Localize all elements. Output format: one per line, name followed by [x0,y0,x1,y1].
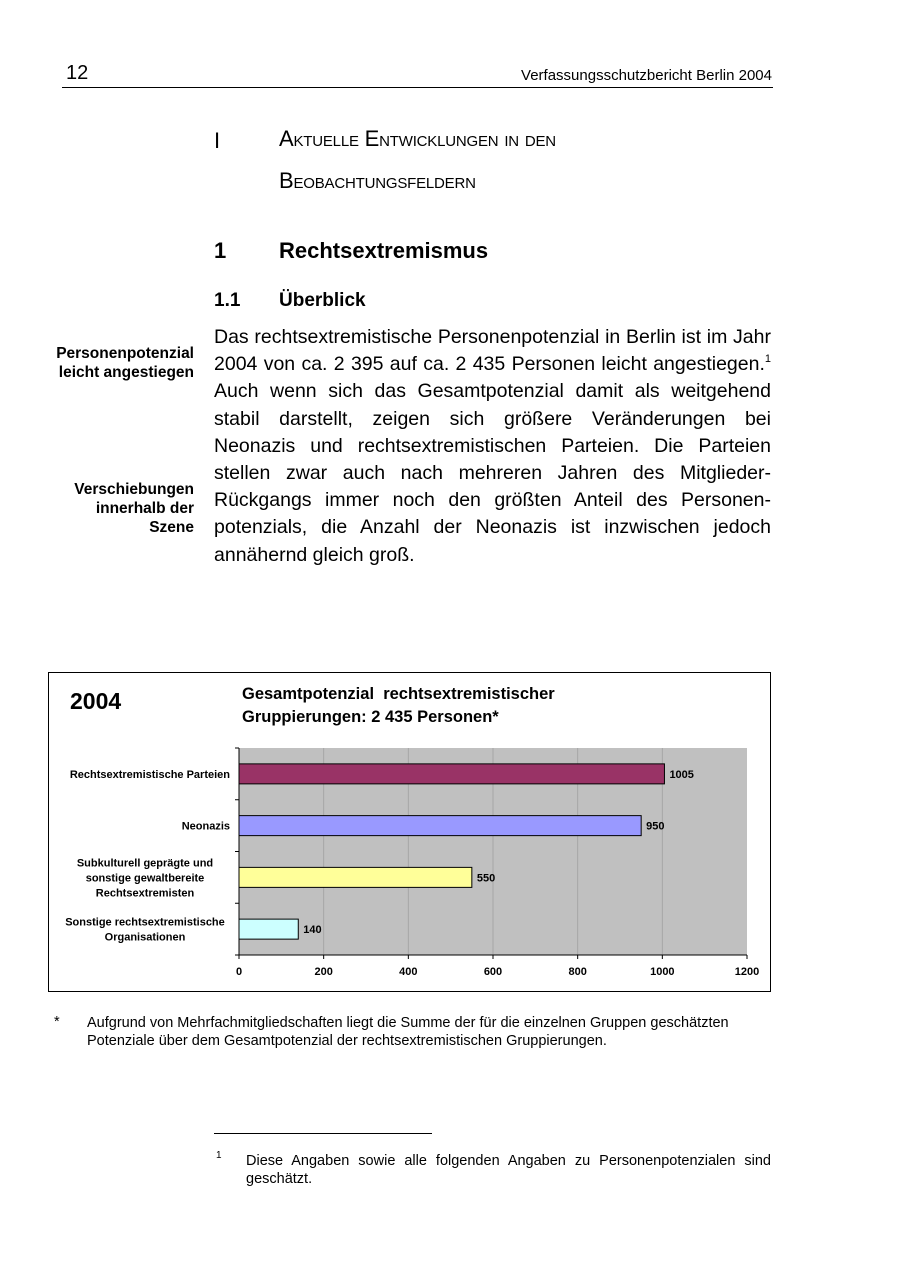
category-label: Subkulturell geprägte und [76,857,214,870]
bar [239,816,641,836]
chapter-number: I [214,128,221,153]
data-label: 550 [476,872,496,885]
asterisk-mark: * [54,1014,60,1030]
category-label: sonstige gewaltbereite [85,872,205,885]
category-label: Organisationen [104,931,186,944]
subsection-number: 1.1 [214,290,241,311]
category-label: Neonazis [181,820,230,833]
section-title: Rechtsextremismus [279,238,489,263]
bar [239,764,664,784]
category-label: Rechtsextremisten [95,887,195,900]
footnote-reference[interactable]: 1 [764,353,771,366]
bar [239,867,472,887]
x-tick-label: 1000 [650,966,675,978]
footnote-number: 1 [216,1150,222,1161]
asterisk-note: Aufgrund von Mehrfachmitgliedschaften liegt die Summe der für die einzelnen Gruppen geschätzten Potenziale über dem Gesamtpotenzial der rechtsextremistischen Gruppierungen. [87,1015,729,1049]
x-tick-label: 800 [568,966,587,978]
body-text-part1: Das rechtsextremistische Personenpotenzial in Berlin ist im Jahr 2004 von ca. 2 395 auf ca. 2 435 Personen leicht angestiegen. [214,326,771,376]
margin-note-personenpotenzial: Personenpotenzial leicht angestiegen [56,345,194,381]
footnote-text: Diese Angaben sowie alle folgenden Angaben zu Personenpotenzialen sind geschätzt. [246,1153,771,1187]
chart-title-line2: Gruppierungen: 2 435 Personen* [242,708,499,726]
data-label: 950 [646,820,665,833]
category-label: Rechtsextremistische Parteien [69,768,230,781]
chapter-title-line2: Beobachtungsfeldern [279,168,476,193]
section-number: 1 [214,238,227,263]
chart-year: 2004 [70,688,122,714]
chapter-title-line1: Aktuelle Entwicklungen in den [279,126,556,151]
page-number: 12 [66,62,89,84]
x-tick-label: 0 [235,966,243,978]
x-tick-label: 1200 [734,966,760,978]
subsection-title: Überblick [279,290,366,311]
x-tick-label: 600 [483,966,503,978]
data-label: 1005 [669,768,694,781]
body-text-part2: Auch wenn sich das Gesamtpotenzial damit als weitgehend stabil darstellt, zeigen sich größere Veränderungen bei Neonazis und rechtsextremistischen Parteien. Die Parteien stellen zwar auch nach mehreren Jahren des Mitglieder-Rückgangs immer noch den größten Anteil des Personen-potenzials, die Anzahl der Neonazis ist inzwischen jedoch annähernd gleich groß. [214,380,771,566]
running-header: Verfassungsschutzbericht Berlin 2004 [521,67,772,84]
category-label: Sonstige rechtsextremistische [65,916,225,929]
bar [239,919,298,939]
x-tick-label: 200 [314,966,333,978]
data-label: 140 [303,924,322,937]
chart-title-line1: Gesamtpotenzial rechtsextremistischer [242,685,555,703]
x-tick-label: 400 [399,966,418,978]
margin-note-verschiebungen: Verschiebungen innerhalb der Szene [74,481,194,536]
footnote-rule [214,1133,432,1134]
